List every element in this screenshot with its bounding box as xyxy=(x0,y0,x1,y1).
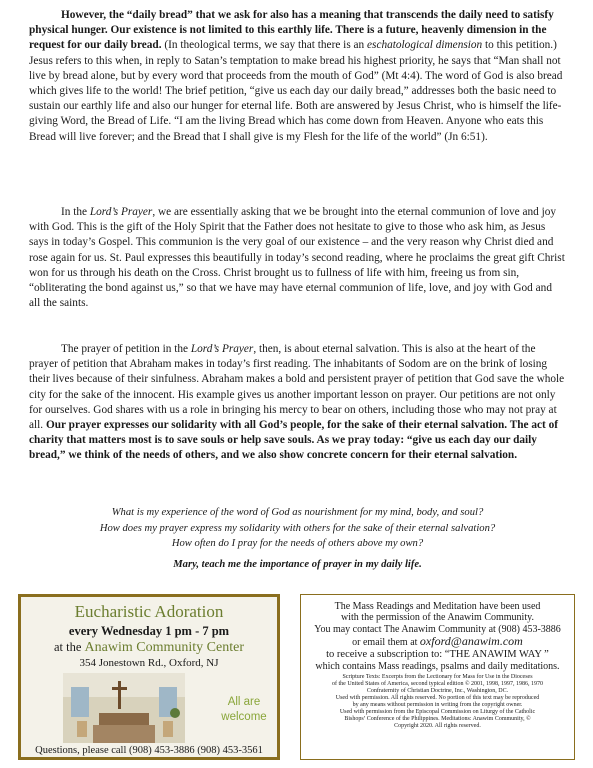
email-line: or email them at oxford@anawim.com xyxy=(352,634,523,648)
reflection-questions xyxy=(29,505,566,552)
paragraph-bold-close: Our prayer expresses our solidarity with all God’s people, for the sake of their eternal salvation. The act of charity that matters most is to save souls or help save souls. As we pray today: “give us each day our daily bread,” we think of the needs of others, and we also show concrete concern for their eternal salvation. xyxy=(29,419,559,462)
copyright-fine-4: Used with permission. All rights reserved. No portion of this text may be reproduced xyxy=(335,695,540,701)
adoration-location: at the Anawim Community Center xyxy=(54,640,244,655)
adoration-contact: Questions, please call (908) 453-3886 (908) 453-3561 xyxy=(35,745,263,756)
contact-phone-line: You may contact The Anawim Community at (908) 453-3886 xyxy=(314,624,561,635)
welcome-note: All are welcome xyxy=(221,696,267,723)
paragraph-lords-prayer: In the Lord’s Prayer, we are essentially asking that we be brought into the eternal communion of love and joy with God. This is the gift of the Holy Spirit that the Father does not hesitate to give to those who ask him, as Jesus says in today’s Gospel. This communion is the very goal of our existence – and the very reason why Christ died and rose again for us. St. Paul expresses this beautifully in today’s second reading, where he proclaims the great gift Christ won for us through his death on the Cross. Christ brought us to fullness of life with him, freeing us from sin, “obliterating the bond against us,” so that we have may have eternal communion of life, love, and joy with God and all the saints. xyxy=(29,206,565,310)
subscription-line: to receive a subscription to: “THE ANAWIM WAY ” xyxy=(326,649,549,660)
permissions-box xyxy=(300,594,575,760)
adoration-address: 354 Jonestown Rd., Oxford, NJ xyxy=(79,657,219,669)
question-2: How does my prayer express my solidarity with others for the sake of their eternal salvation? xyxy=(99,522,496,534)
community-center-name: Anawim Community Center xyxy=(84,640,244,655)
paragraph-bold-lead: However, the “daily bread” that we ask for also has a meaning that transcends the daily need to satisfy physical hunger. Our existence is not limited to this earthly life. There is a future, heavenly dimension in the request for our daily bread. xyxy=(29,9,554,52)
copyright-fine-7: Bishops’ Conference of the Philippines. Meditations: Anawim Community, © xyxy=(344,716,531,722)
copyright-fine-2: of the United States of America, second typical edition © 2001, 1998, 1997, 1986, 1970 xyxy=(331,681,544,687)
email-link[interactable]: oxford@anawim.com xyxy=(419,634,523,648)
copyright-fine-6: Used with permission from the Episcopal Commission on Liturgy of the Catholic xyxy=(339,709,536,715)
copyright-fine-8: Copyright 2020. All rights reserved. xyxy=(394,723,481,729)
closing-prayer: Mary, teach me the importance of prayer in my daily life. xyxy=(173,559,422,570)
chapel-image-icon xyxy=(63,673,185,743)
adoration-title: Eucharistic Adoration xyxy=(74,602,224,621)
copyright-fine-3: Confraternity of Christian Doctrine, Inc., Washington, DC. xyxy=(366,688,509,694)
question-1: What is my experience of the word of God as nourishment for my mind, body, and soul? xyxy=(111,507,484,518)
adoration-box xyxy=(18,594,280,760)
permission-line-2: with the permission of the Anawim Community. xyxy=(341,612,534,623)
copyright-fine-5: by any means without permission in writing from the copyright owner. xyxy=(352,702,523,708)
adoration-schedule: every Wednesday 1 pm - 7 pm xyxy=(68,624,230,638)
copyright-fine-1: Scripture Texts: Excerpts from the Lectionary for Mass for Use in the Dioceses xyxy=(342,674,533,680)
question-3: How often do I pray for the needs of others above my own? xyxy=(171,538,424,549)
paragraph-daily-bread: However, the “daily bread” that we ask for also has a meaning that transcends the daily need to satisfy physical hunger. Our existence is not limited to this earthly life. There is a future, heavenly dimension in the request for our daily bread. (In theological terms, we say that there is an eschatological dimension to this petition.) Jesus refers to this when, in reply to Satan’s temptation to make bread his highest priority, he says that “Man shall not live by bread alone, but by every word that proceeds from the mouth of God” (Mt 4:4). The word of God is also bread which gives life to the world! The brief petition, “give us each day our daily bread,” addresses both the basic need to sustain our earthly life and also our hunger for eternal life. Both are answered by Jesus Christ, who is himself the life-giving Word, the Bread of Life. “I am the living Bread which has come down from Heaven. Anyone who eats this Bread will live forever; and the Bread that I shall give is my Flesh for the life of the world” (Jn 6:51). xyxy=(29,9,563,143)
chapel-photo xyxy=(63,673,185,743)
paragraph-petition: The prayer of petition in the Lord’s Prayer, then, is about eternal salvation. This is also at the heart of the prayer of petition that Abraham makes in today’s first reading. The inhabitants of Sodom are on the brink of losing their lives because of their sinfulness. Abraham makes a bold and persistent prayer of petition that God save the whole city for the sake of the innocent. His example gives us another important lesson on prayer. Our petitions are not only for ourselves. God shares with us a role in bringing his mercy to bear on others, including those who may not pray at all. Our prayer expresses our solidarity with all God’s people, for the sake of their eternal salvation. The act of charity that matters most is to save souls or help save souls. As we pray today: “give us each day our daily bread,” we think of the needs of others, and we also show concrete concern for their eternal salvation. xyxy=(29,343,565,462)
subscription-description: which contains Mass readings, psalms and daily meditations. xyxy=(315,661,560,672)
permission-line-1: The Mass Readings and Meditation have been used xyxy=(334,601,541,612)
